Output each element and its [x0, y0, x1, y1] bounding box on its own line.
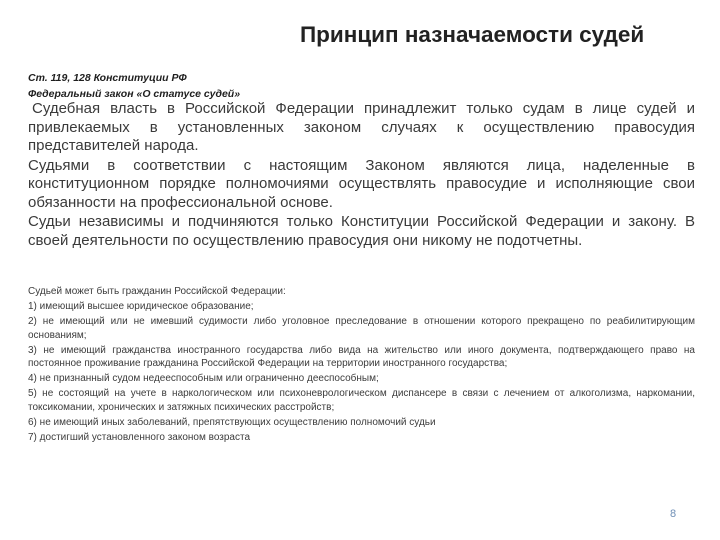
paragraph-judicial-power: Судебная власть в Российской Федерации принадлежит только судам в лице судей и привлекаемых в установленных законом случаях к осуществлению правосудия представителей народа.	[28, 100, 695, 154]
requirements-list	[28, 285, 695, 446]
requirement-item: 7) достигший установленного законом возраста	[28, 432, 251, 444]
requirement-item: 1) имеющий высшее юридическое образование;	[28, 301, 254, 313]
legal-references	[28, 70, 698, 102]
paragraph-judges-independence: Судьи независимы и подчиняются только Конституции Российской Федерации и закону. В своей деятельности по осуществлению правосудия они никому не подотчетны.	[28, 213, 695, 249]
requirement-item: 5) не состоящий на учете в наркологическом или психоневрологическом диспансере в связи с лечением от алкоголизма, наркомании, токсикомании, хронических и затяжных психических расстройств;	[28, 388, 695, 413]
main-text	[28, 100, 695, 250]
page-number: 8	[670, 508, 677, 520]
requirement-item: 2) не имеющий или не имевший судимости либо уголовное преследование в отношении которого прекращено по реабилитирующим основаниям;	[28, 316, 695, 341]
reference-constitution: Ст. 119, 128 Конституции РФ	[28, 72, 187, 84]
slide-title: Принцип назначаемости судей	[300, 22, 645, 47]
paragraph-judges-definition: Судьями в соответствии с настоящим Законом являются лица, наделенные в конституционном порядке полномочиями осуществлять правосудие и исполняющие свои обязанности на профессиональной основе.	[28, 156, 695, 211]
requirements-intro: Судьей может быть гражданин Российской Федерации:	[28, 286, 286, 297]
requirement-item: 4) не признанный судом недееспособным или ограниченно дееспособным;	[28, 373, 379, 385]
requirement-item: 6) не имеющий иных заболеваний, препятствующих осуществлению полномочий судьи	[28, 417, 436, 429]
requirement-item: 3) не имеющий гражданства иностранного государства либо вида на жительство или иного документа, подтверждающего право на постоянное проживание гражданина Российской Федерации на территории иностранного государства;	[28, 344, 695, 370]
reference-federal-law: Федеральный закон «О статусе судей»	[28, 88, 241, 100]
